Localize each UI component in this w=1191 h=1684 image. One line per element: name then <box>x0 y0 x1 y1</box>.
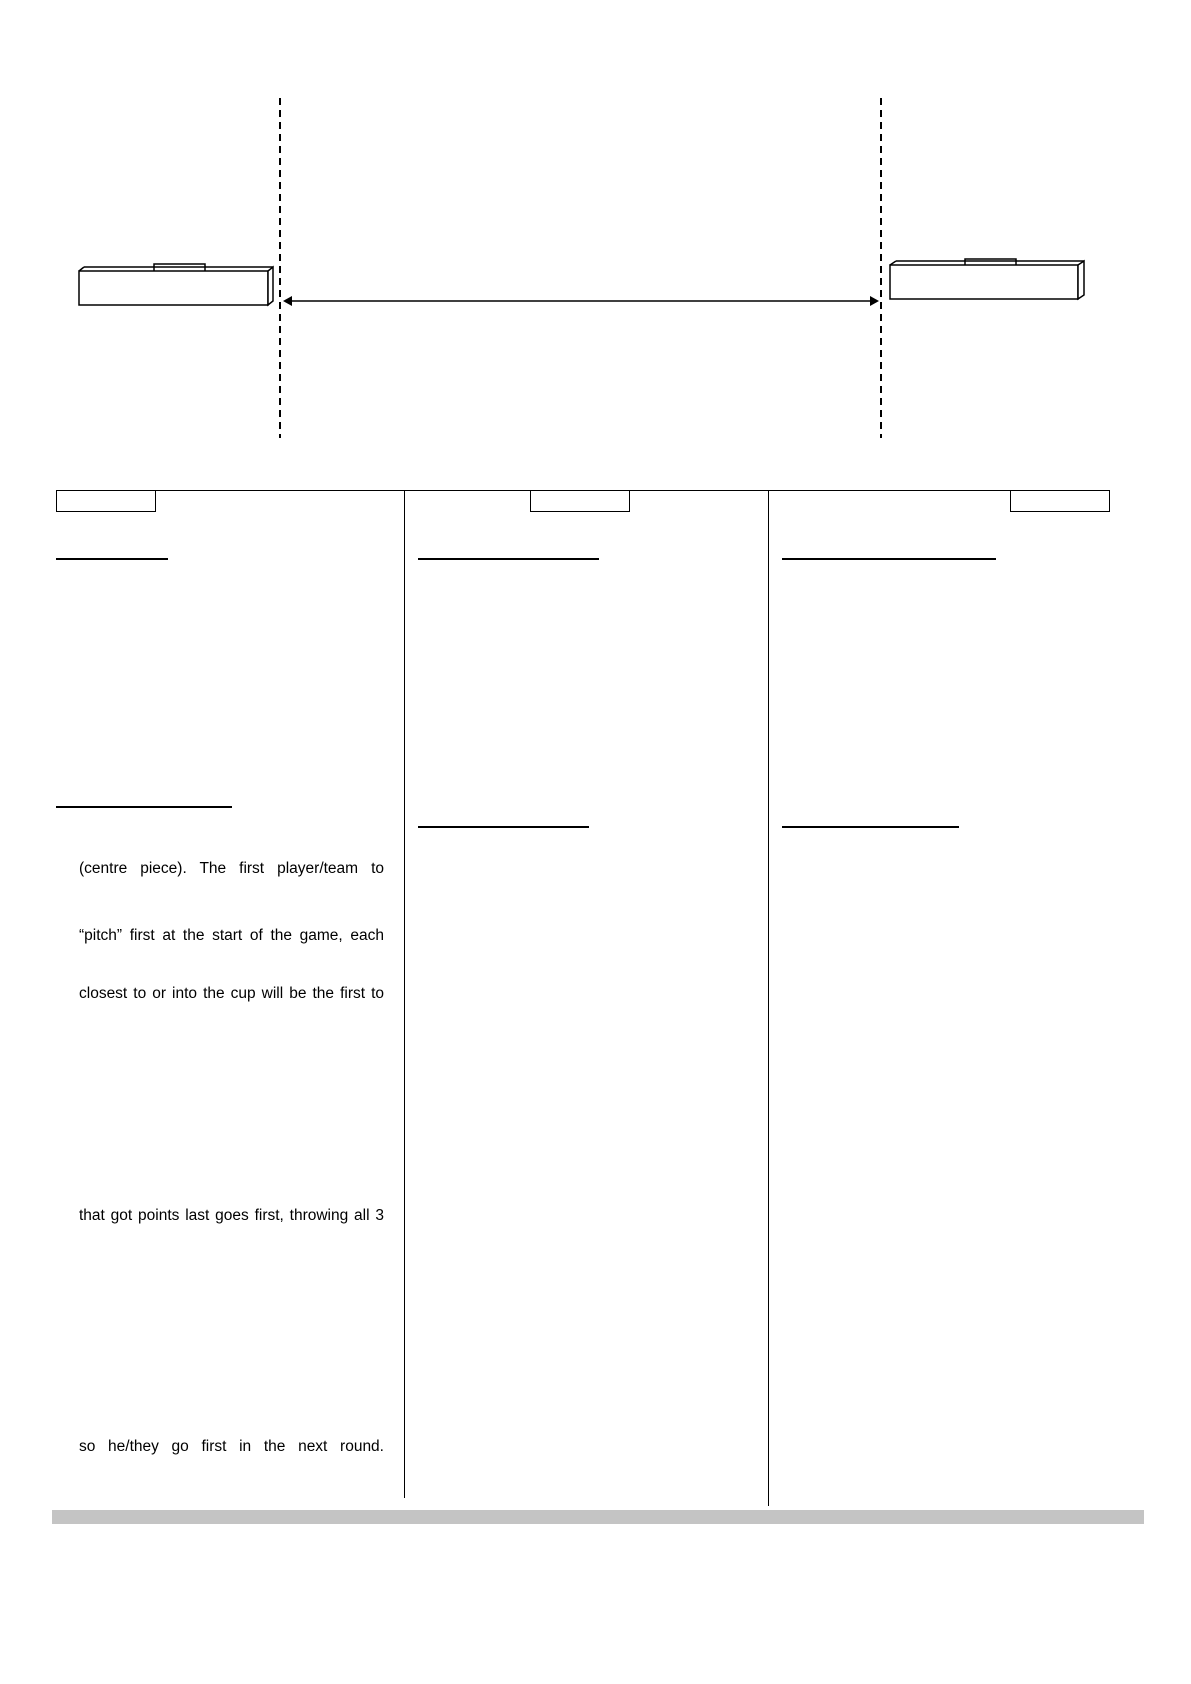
column-divider-2 <box>768 490 769 1506</box>
column-1-body-line: “pitch” first at the start of the game, each <box>79 927 384 944</box>
pitch-distance-diagram <box>0 0 1191 460</box>
column-1-heading-2-underline <box>56 806 232 808</box>
column-1-body-line: closest to or into the cup will be the first to <box>79 985 384 1002</box>
column-1-body-line: so he/they go first in the next round. <box>79 1438 384 1455</box>
column-1-heading-1-underline <box>56 558 168 560</box>
left-board <box>79 264 273 305</box>
column-2-heading-2-underline <box>418 826 589 828</box>
column-divider-1 <box>404 490 405 1498</box>
column-1-body-line: (centre piece). The first player/team to <box>79 860 384 877</box>
distance-arrow <box>283 296 879 306</box>
column-3-heading-1-underline <box>782 558 996 560</box>
column-1-tab <box>56 490 156 512</box>
column-2-tab <box>530 490 630 512</box>
column-1-body-line: that got points last goes first, throwing all 3 <box>79 1207 384 1224</box>
footer-bar <box>52 1510 1144 1524</box>
column-3-heading-2-underline <box>782 826 959 828</box>
column-2-heading-1-underline <box>418 558 599 560</box>
columns-top-rule <box>56 490 1110 491</box>
column-3-tab <box>1010 490 1110 512</box>
right-board <box>890 259 1084 299</box>
